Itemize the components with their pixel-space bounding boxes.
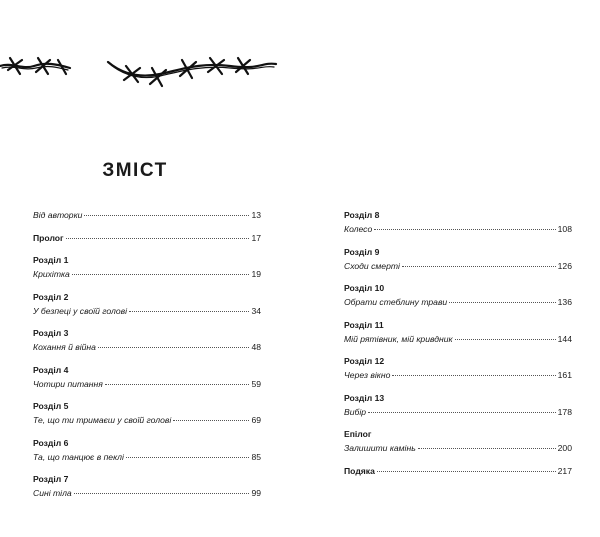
toc-entry-epilogue [344,427,572,455]
toc-row[interactable] [33,340,261,354]
page-number: 144 [557,333,572,344]
leader-dots [66,237,250,239]
page-number: 34 [251,305,261,316]
toc-row[interactable] [33,486,261,500]
leader-dots [72,273,250,275]
leader-dots [392,374,555,376]
leader-dots [74,492,250,494]
page-number: 19 [251,269,261,279]
entry-title: Від авторки [33,210,83,220]
page-number: 17 [251,232,261,243]
leader-dots [455,338,556,340]
page-number: 13 [251,210,261,220]
toc-entry-author-note [33,208,261,222]
page-number: 108 [557,224,572,234]
entry-title: Через вікно [344,370,391,380]
toc-entry-chapter-2 [33,290,261,318]
chapter-heading: Розділ 5 [33,401,69,411]
entry-title: Мій рятівник, мій кривдник [344,333,453,344]
chapter-heading: Розділ 7 [33,474,69,484]
entry-title: Сходи смерті [344,260,400,271]
leader-dots [129,310,249,312]
entry-title: У безпеці у своїй голові [33,305,127,316]
page-number: 59 [251,378,261,389]
chapter-heading: Розділ 3 [33,328,69,338]
page-number: 161 [557,370,572,380]
barbed-wire-illustration [0,40,290,100]
chapter-heading: Розділ 9 [344,246,380,257]
toc-entry-chapter-10 [344,281,572,309]
entry-title: Подяка [344,465,375,476]
toc-entry-chapter-9 [344,245,572,273]
entry-title: Обрати стеблину трави [344,297,448,307]
toc-entry-chapter-8 [344,208,572,236]
leader-dots [368,411,556,413]
page-number: 200 [557,443,572,453]
entry-title: Сині тіла [33,488,72,498]
toc-right-column [344,208,572,486]
leader-dots [449,301,555,303]
toc-row[interactable] [344,259,572,273]
entry-title: Колесо [344,224,373,234]
leader-dots [377,470,556,472]
toc-entry-prologue [33,231,261,245]
chapter-heading: Розділ 4 [33,364,69,375]
leader-dots [402,265,556,267]
chapter-heading: Розділ 8 [344,210,380,220]
toc-row[interactable] [33,267,261,281]
toc-row[interactable] [344,368,572,382]
entry-title: Крихітка [33,269,70,279]
page-number: 69 [251,415,261,425]
page-number: 48 [251,342,261,352]
leader-dots [126,456,250,458]
chapter-heading: Епілог [344,429,372,439]
toc-row[interactable] [344,332,572,346]
toc-row[interactable] [344,441,572,455]
page-number: 178 [557,406,572,417]
toc-row[interactable] [344,405,572,419]
entry-title: Те, що ти тримаєш у своїй голові [33,415,172,425]
leader-dots [98,346,250,348]
page-number: 217 [557,465,572,476]
toc-entry-chapter-13 [344,391,572,419]
toc-row[interactable] [33,377,261,391]
entry-title: Чотири питання [33,378,103,389]
leader-dots [84,214,249,216]
chapter-heading: Розділ 6 [33,437,69,448]
toc-left-column [33,208,261,509]
entry-title: Пролог [33,232,64,243]
toc-entry-chapter-4 [33,363,261,391]
toc-row[interactable] [344,295,572,309]
toc-row[interactable] [33,413,261,427]
chapter-heading: Розділ 11 [344,319,384,330]
toc-entry-chapter-1 [33,253,261,281]
leader-dots [418,447,556,449]
toc-row[interactable] [344,464,572,478]
page-number: 126 [557,260,572,271]
leader-dots [105,383,250,385]
toc-row[interactable] [33,231,261,245]
page-number: 99 [251,488,261,498]
entry-title: Та, що танцює в пеклі [33,451,124,462]
leader-dots [374,228,555,230]
page-number: 136 [557,297,572,307]
entry-title: Вибір [344,406,367,417]
toc-row[interactable] [33,304,261,318]
page-number: 85 [251,451,261,462]
entry-title: Кохання й війна [33,342,96,352]
toc-entry-chapter-7 [33,472,261,500]
toc-entry-chapter-12 [344,354,572,382]
leader-dots [173,419,249,421]
toc-row[interactable] [33,450,261,464]
chapter-heading: Розділ 2 [33,291,69,302]
toc-entry-chapter-5 [33,399,261,427]
toc-entry-chapter-11 [344,318,572,346]
chapter-heading: Розділ 10 [344,283,385,293]
chapter-heading: Розділ 12 [344,356,385,366]
chapter-heading: Розділ 13 [344,392,385,403]
toc-entry-acknowledgements [344,464,572,478]
chapter-heading: Розділ 1 [33,255,69,265]
toc-row[interactable] [33,208,261,222]
toc-entry-chapter-6 [33,436,261,464]
page-title: ЗМІСТ [102,160,168,181]
toc-entry-chapter-3 [33,326,261,354]
toc-row[interactable] [344,222,572,236]
entry-title: Залишити камінь [344,443,416,453]
